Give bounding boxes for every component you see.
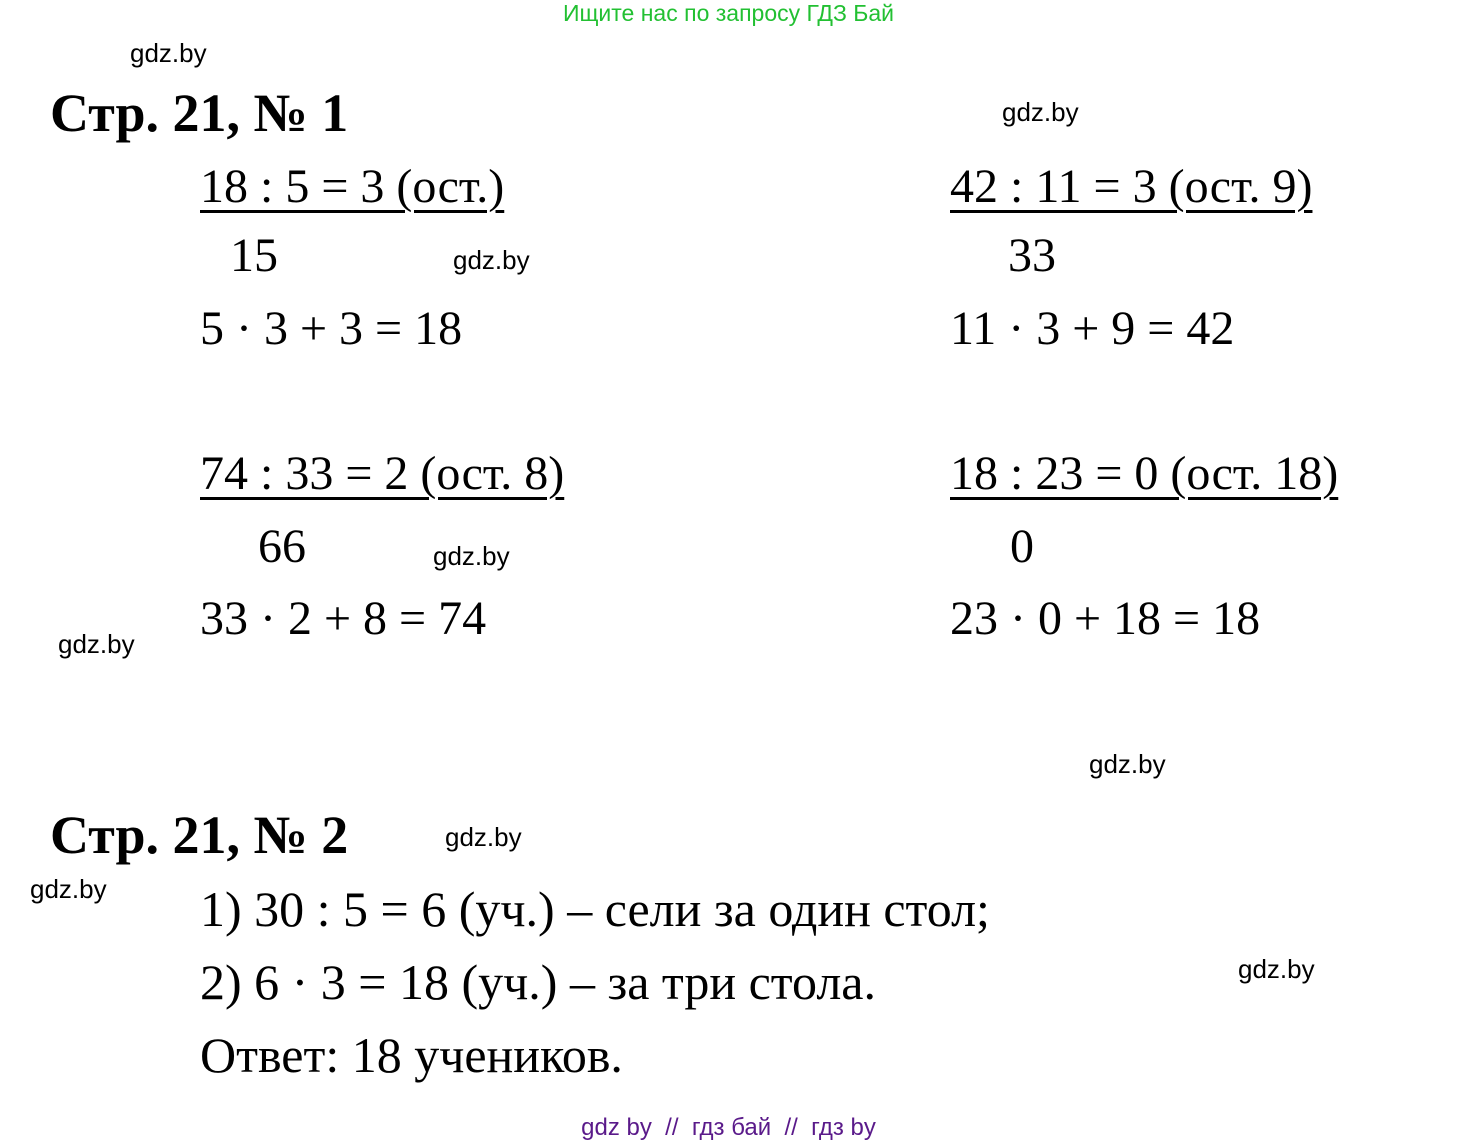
top-banner: Ищите нас по запросу ГДЗ Бай	[562, 0, 895, 26]
watermark: gdz.by	[445, 822, 522, 852]
watermark: gdz.by	[453, 245, 530, 275]
watermark: gdz.by	[58, 629, 135, 659]
watermark: gdz.by	[1238, 954, 1315, 984]
division-expression: 18 : 23 = 0 (ост. 18)	[950, 447, 1339, 500]
watermark: gdz.by	[1002, 97, 1079, 127]
division-expression: 42 : 11 = 3 (ост. 9)	[950, 160, 1313, 213]
check-expression: 23 · 0 + 18 = 18	[950, 592, 1261, 645]
answer-line: Ответ: 18 учеников.	[200, 1027, 623, 1083]
solution-line: 2) 6 · 3 = 18 (уч.) – за три стола.	[200, 954, 876, 1010]
subtrahend: 15	[230, 229, 278, 282]
subtrahend: 66	[258, 520, 306, 573]
check-expression: 11 · 3 + 9 = 42	[950, 302, 1235, 355]
check-expression: 33 · 2 + 8 = 74	[200, 592, 487, 645]
check-expression: 5 · 3 + 3 = 18	[200, 302, 463, 355]
watermark: gdz.by	[1089, 749, 1166, 779]
subtrahend: 0	[1010, 520, 1034, 573]
solution-line: 1) 30 : 5 = 6 (уч.) – сели за один стол;	[200, 881, 990, 937]
task1-heading: Стр. 21, № 1	[50, 83, 349, 143]
watermark: gdz.by	[433, 541, 510, 571]
task2-heading: Стр. 21, № 2	[50, 805, 349, 865]
division-expression: 18 : 5 = 3 (ост.)	[200, 160, 505, 213]
subtrahend: 33	[1008, 229, 1056, 282]
division-expression: 74 : 33 = 2 (ост. 8)	[200, 447, 565, 500]
watermark: gdz.by	[130, 38, 207, 68]
watermark: gdz.by	[30, 874, 107, 904]
footer-links: gdz by // гдз бай // гдз by	[581, 1114, 876, 1141]
